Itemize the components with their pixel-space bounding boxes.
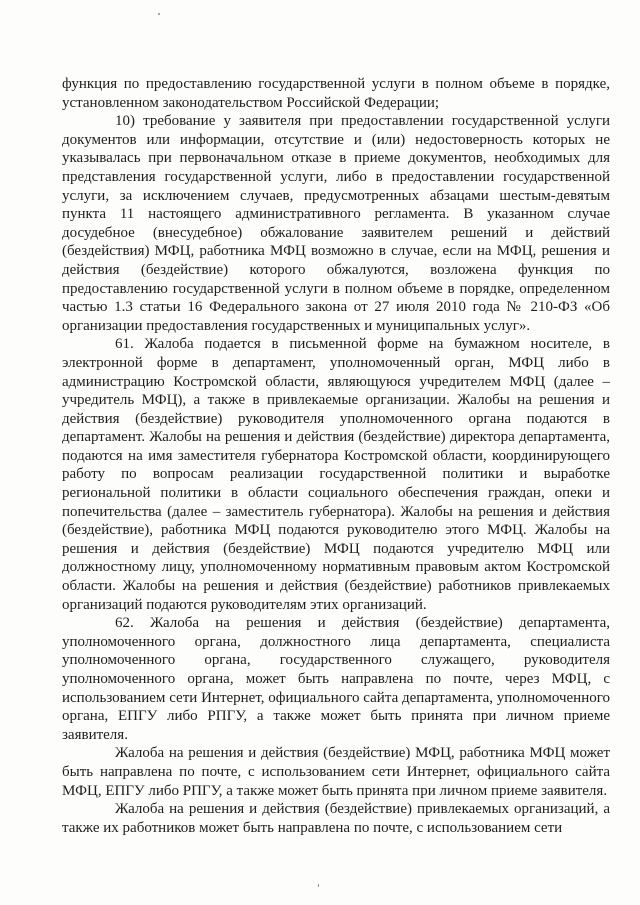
paragraph-item-10: 10) требование у заявителя при предоставлении государственной услуги документов или информации, отсутствие и (или) недостоверность которых не указывалась при первоначальном отказе в приеме документов, необходимых для представления государственной услуги, либо в предоставлении государственной услуги, за исключением случаев, предусмотренных абзацами шестым-девятым пункта 11 настоящего административного регламента. В указанном случае досудебное (внесудебное) обжалование заявителем решений и действий (бездействия) МФЦ, работника МФЦ возможно в случае, если на МФЦ, решения и действия (бездействие) которого обжалуются, возложена функция по предоставлению государственной услуги в полном объеме в порядке, определенном частью 1.3 статьи 16 Федерального закона от 27 июля 2010 года № 210-ФЗ «Об организации предоставления государственных и муниципальных услуг». xyxy=(62,113,610,334)
paragraph-mfc-complaint: Жалоба на решения и действия (бездействие) МФЦ, работника МФЦ может быть направлена по почте, с использованием сети Интернет, официального сайта МФЦ, ЕПГУ либо РПГУ, а также может быть принята при личном приеме заявителя. xyxy=(62,745,610,799)
paragraph-1: функция по предоставлению государственной услуги в полном объеме в порядке, установленном законодательством Российской Федерации; xyxy=(62,76,610,111)
document-body xyxy=(62,75,610,837)
paragraph-61: 61. Жалоба подается в письменной форме на бумажном носителе, в электронной форме в департамент, уполномоченный орган, МФЦ либо в администрацию Костромской области, являющуюся учредителем МФЦ (далее – учредитель МФЦ), а также в привлекаемые организации. Жалобы на решения и действия (бездействие) руководителя уполномоченного органа подаются в департамент. Жалобы на решения и действия (бездействие) директора департамента, подаются на имя заместителя губернатора Костромской области, координирующего работу по вопросам реализации государственной политики и выработке региональной политики в области социального обеспечения граждан, опеки и попечительства (далее – заместитель губернатора). Жалобы на решения и действия (бездействие), работника МФЦ подаются руководителю этого МФЦ. Жалобы на решения и действия (бездействие) МФЦ подаются учредителю МФЦ или должностному лицу, уполномоченному нормативным правовым актом Костромской области. Жалобы на решения и действия (бездействие) работников привлекаемых организаций подаются руководителям этих организаций. xyxy=(62,336,610,613)
paragraph-62: 62. Жалоба на решения и действия (бездействие) департамента, уполномоченного органа, должностного лица департамента, специалиста уполномоченного органа, государственного служащего, руководителя уполномоченного органа, может быть направлена по почте, через МФЦ, с использованием сети Интернет, официального сайта департамента, уполномоченного органа, ЕПГУ либо РПГУ, а также может быть принята при личном приеме заявителя. xyxy=(62,615,610,743)
scan-speck xyxy=(158,13,160,15)
scan-speck xyxy=(318,884,319,887)
paragraph-organizations-complaint: Жалоба на решения и действия (бездействие) привлекаемых организаций, а также их работников может быть направлена по почте, с использованием сети xyxy=(62,801,610,836)
